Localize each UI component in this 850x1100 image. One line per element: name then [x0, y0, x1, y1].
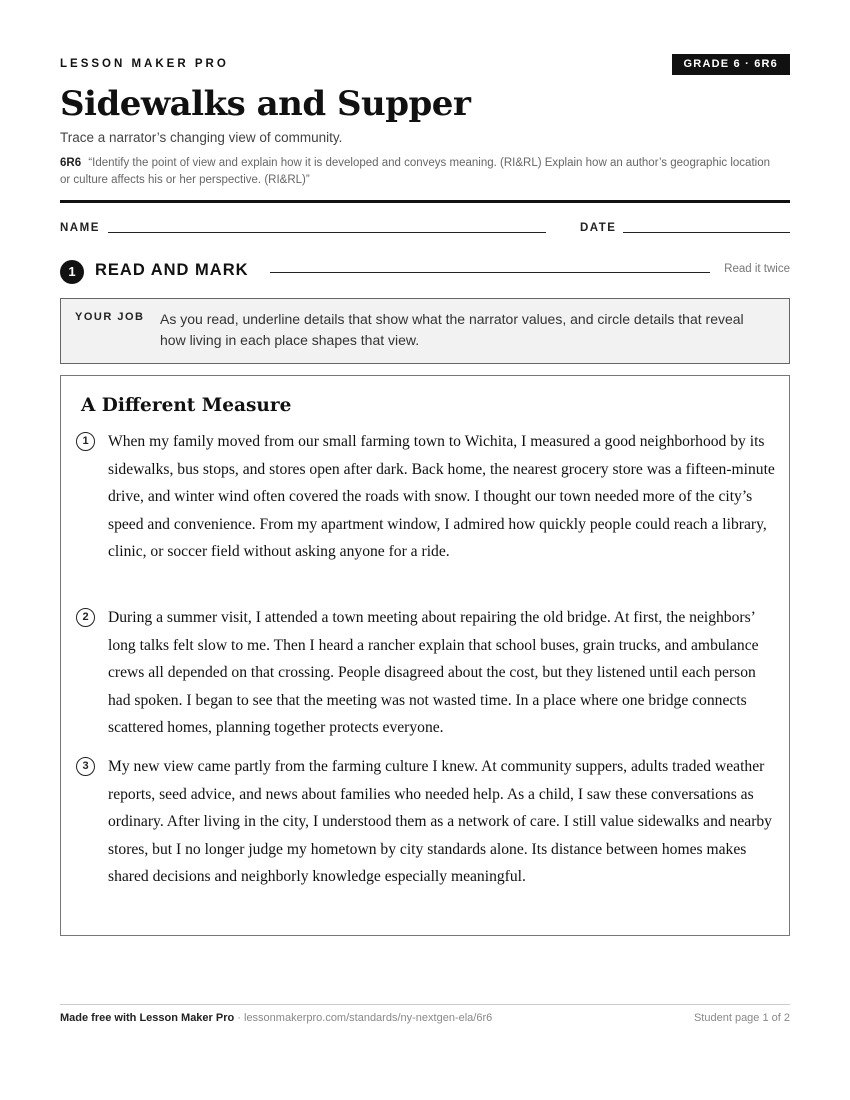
paragraph-number: 2	[76, 608, 95, 627]
footer-credit	[60, 1012, 492, 1024]
standard-description	[60, 155, 780, 189]
section-note: Read it twice	[724, 263, 790, 275]
section-divider	[270, 272, 710, 273]
paragraph-text: My new view came partly from the farming culture I knew. At community suppers, adults traded weather reports, seed advice, and news about families who needed help. As a child, I saw these conversations as ordinary. After living in the city, I understood them as a network of care. I still value sidewalks and nearby stores, but I no longer judge my hometown by city standards alone. Its distance between homes makes shared decisions and neighborly knowledge especially meaningful.	[108, 758, 772, 886]
standard-text: “Identify the point of view and explain how it is developed and conveys meaning. (RI&RL) Explain how an author’s geographic location or culture affects his or her perspective. (RI&RL)”	[60, 157, 770, 186]
paragraph-number: 3	[76, 757, 95, 776]
page-title: Sidewalks and Supper	[60, 84, 471, 124]
grade-badge: GRADE 6 · 6R6	[672, 54, 790, 75]
paragraph-text: During a summer visit, I attended a town meeting about repairing the old bridge. At first, the neighbors’ long talks felt slow to me. Then I heard a rancher explain that school buses, grain trucks, and ambulance crews all depended on that crossing. People disagreed about the cost, but they listened until each person had spoken. I began to see that the meeting was not wasted time. In a place where one bridge connects scattered homes, planning together protects everyone.	[108, 609, 759, 737]
footer-separator: ·	[234, 1012, 244, 1024]
footer-page-number: Student page 1 of 2	[693, 1012, 790, 1024]
date-field[interactable]	[623, 232, 790, 233]
standard-code: 6R6	[60, 157, 82, 169]
name-field[interactable]	[108, 232, 546, 233]
passage-title: A Different Measure	[81, 395, 292, 416]
your-job-box	[60, 298, 790, 364]
brand-name: LESSON MAKER PRO	[60, 58, 229, 70]
paragraph-text: When my family moved from our small farming town to Wichita, I measured a good neighborhood by its sidewalks, bus stops, and stores open after dark. Back home, the nearest grocery store was a fifteen-minute drive, and winter wind often covered the roads with snow. I thought our town needed more of the city’s speed and convenience. From my apartment window, I admired how quickly people could reach a library, clinic, or soccer field without asking anyone for a ride.	[108, 433, 775, 561]
paragraph-number: 1	[76, 432, 95, 451]
section-number-badge: 1	[60, 260, 84, 284]
footer-divider	[60, 1004, 790, 1005]
header-divider	[60, 200, 790, 203]
section-title: READ AND MARK	[95, 261, 249, 279]
your-job-text: As you read, underline details that show what the narrator values, and circle details that reveal how living in each place shapes that view.	[160, 311, 744, 348]
name-label: NAME	[60, 222, 100, 234]
footer-made-with: Made free with Lesson Maker Pro	[60, 1012, 235, 1024]
page-subtitle: Trace a narrator’s changing view of community.	[60, 130, 343, 145]
your-job-label: YOUR JOB	[75, 311, 145, 323]
date-label: DATE	[580, 222, 617, 234]
reading-passage	[60, 375, 790, 936]
footer-url[interactable]: lessonmakerpro.com/standards/ny-nextgen-ela/6r6	[244, 1012, 493, 1024]
